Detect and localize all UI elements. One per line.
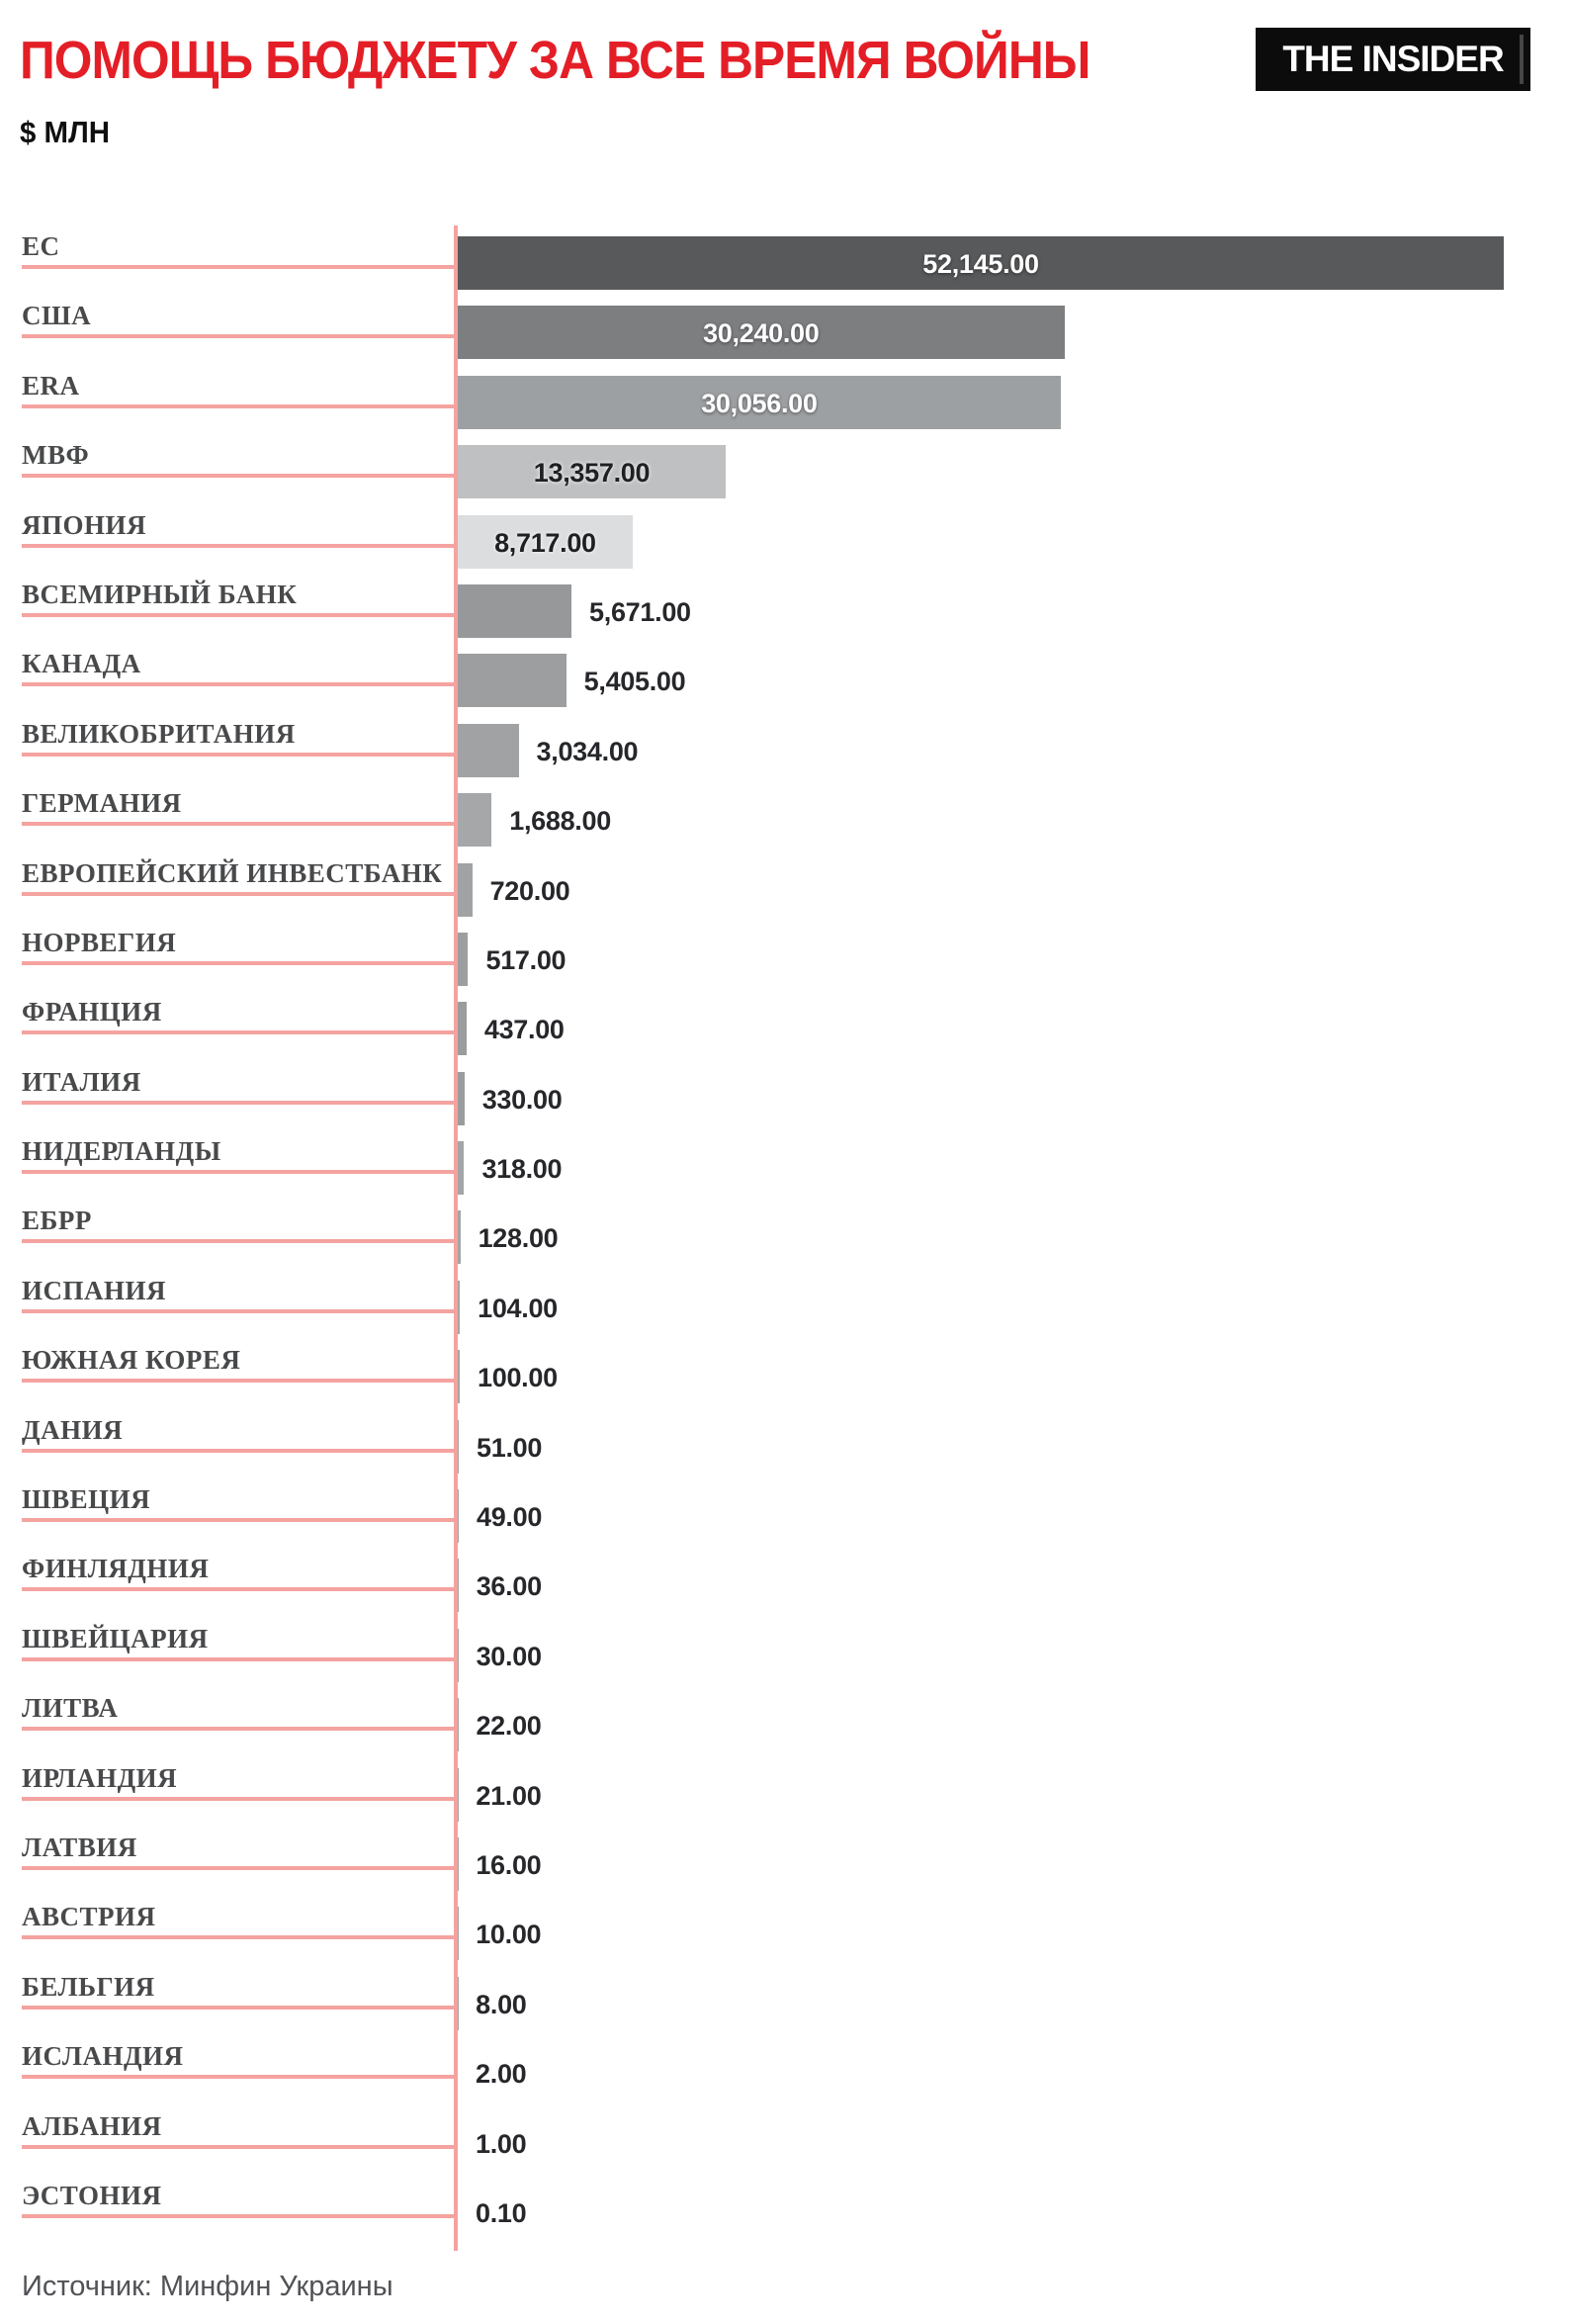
- chart-row: [0, 1621, 1570, 1690]
- value-label: 2.00: [476, 2059, 527, 2090]
- label-underline: [22, 1935, 458, 1939]
- bar: [458, 1559, 459, 1612]
- bar: [458, 724, 519, 777]
- category-label: ЕБРР: [22, 1206, 92, 1236]
- category-label: КАНАДА: [22, 649, 141, 679]
- value-label: 36.00: [476, 1571, 542, 1602]
- category-label: ЭСТОНИЯ: [22, 2180, 162, 2210]
- chart-row: [0, 1064, 1570, 1133]
- bar: [458, 1210, 461, 1264]
- bar: [458, 1350, 460, 1403]
- label-underline: [22, 2145, 458, 2149]
- bar: [458, 1141, 464, 1195]
- value-label: 5,405.00: [583, 667, 686, 697]
- value-label: 0.10: [476, 2197, 527, 2228]
- value-label: 128.00: [478, 1223, 559, 1254]
- category-label: БЕЛЬГИЯ: [22, 1971, 155, 2002]
- chart-row: [0, 2038, 1570, 2107]
- chart: [0, 228, 1570, 2247]
- category-label: США: [22, 301, 92, 331]
- value-label: 13,357.00: [533, 458, 651, 489]
- value-label: 5,671.00: [589, 596, 691, 627]
- chart-row: [0, 1412, 1570, 1481]
- value-label: 720.00: [489, 875, 570, 906]
- bar: [458, 933, 468, 986]
- value-label: 30.00: [476, 1641, 542, 1671]
- chart-row: [0, 577, 1570, 646]
- chart-row: [0, 1273, 1570, 1342]
- category-label: МВФ: [22, 440, 90, 471]
- category-label: ШВЕЙЦАРИЯ: [22, 1623, 209, 1654]
- page-title: ПОМОЩЬ БЮДЖЕТУ ЗА ВСЕ ВРЕМЯ ВОЙНЫ: [20, 31, 1090, 90]
- label-underline: [22, 334, 458, 338]
- bar: [458, 584, 571, 638]
- logo-text: THE INSIDER: [1282, 39, 1504, 79]
- bar: [458, 1629, 459, 1682]
- chart-row: [0, 1203, 1570, 1272]
- label-underline: [22, 1866, 458, 1870]
- category-label: ДАНИЯ: [22, 1414, 124, 1445]
- chart-row: [0, 1133, 1570, 1203]
- label-underline: [22, 1101, 458, 1105]
- value-label: 52,145.00: [922, 249, 1039, 279]
- value-label: 8,717.00: [494, 527, 596, 558]
- label-underline: [22, 1309, 458, 1313]
- chart-row: [0, 1760, 1570, 1830]
- value-label: 10.00: [476, 1920, 542, 1950]
- category-label: ГЕРМАНИЯ: [22, 788, 182, 819]
- category-label: ЛАТВИЯ: [22, 1832, 137, 1862]
- label-underline: [22, 892, 458, 896]
- chart-row: [0, 2108, 1570, 2178]
- chart-row: [0, 368, 1570, 437]
- value-label: 1.00: [476, 2128, 527, 2159]
- value-label: 330.00: [481, 1084, 563, 1115]
- value-label: 8.00: [476, 1989, 527, 2019]
- label-underline: [22, 2214, 458, 2218]
- chart-row: [0, 646, 1570, 715]
- label-underline: [22, 682, 458, 686]
- chart-row: [0, 1551, 1570, 1620]
- value-label: 3,034.00: [536, 736, 639, 766]
- category-label: ЛИТВА: [22, 1693, 119, 1724]
- value-label: 21.00: [476, 1780, 542, 1811]
- source-note: Источник: Минфин Украины: [22, 2271, 393, 2302]
- bar: [458, 1002, 467, 1055]
- chart-row: [0, 716, 1570, 785]
- chart-row: [0, 298, 1570, 367]
- chart-row: [0, 1481, 1570, 1551]
- category-label: ФИНЛЯДНИЯ: [22, 1554, 210, 1584]
- bar: [458, 793, 491, 847]
- category-label: НОРВЕГИЯ: [22, 927, 177, 957]
- unit-label: $ МЛН: [20, 115, 111, 149]
- category-label: ИТАЛИЯ: [22, 1066, 141, 1097]
- label-underline: [22, 1239, 458, 1243]
- category-label: ЯПОНИЯ: [22, 509, 147, 540]
- chart-row: [0, 437, 1570, 506]
- category-label: ФРАНЦИЯ: [22, 997, 162, 1028]
- label-underline: [22, 544, 458, 548]
- category-label: ИСЛАНДИЯ: [22, 2041, 184, 2072]
- category-label: ERA: [22, 370, 80, 401]
- category-label: АВСТРИЯ: [22, 1902, 156, 1932]
- label-underline: [22, 1727, 458, 1731]
- label-underline: [22, 2075, 458, 2079]
- label-underline: [22, 613, 458, 617]
- chart-row: [0, 507, 1570, 577]
- label-underline: [22, 822, 458, 826]
- label-underline: [22, 1379, 458, 1383]
- bar: [458, 863, 473, 917]
- label-underline: [22, 1449, 458, 1453]
- category-label: ВСЕМИРНЫЙ БАНК: [22, 579, 298, 609]
- label-underline: [22, 404, 458, 408]
- value-label: 30,056.00: [701, 388, 818, 418]
- value-label: 30,240.00: [703, 318, 820, 349]
- category-label: АЛБАНИЯ: [22, 2110, 162, 2141]
- chart-row: [0, 2178, 1570, 2247]
- label-underline: [22, 1170, 458, 1174]
- category-label: ИСПАНИЯ: [22, 1275, 167, 1305]
- value-label: 517.00: [485, 944, 567, 975]
- label-underline: [22, 1587, 458, 1591]
- category-label: НИДЕРЛАНДЫ: [22, 1136, 221, 1167]
- value-label: 437.00: [483, 1015, 565, 1045]
- chart-row: [0, 1899, 1570, 1968]
- chart-row: [0, 228, 1570, 298]
- category-label: ЕВРОПЕЙСКИЙ ИНВЕСТБАНК: [22, 857, 443, 888]
- category-label: ИРЛАНДИЯ: [22, 1762, 178, 1793]
- chart-row: [0, 1342, 1570, 1411]
- value-label: 1,688.00: [509, 806, 611, 837]
- value-label: 100.00: [478, 1363, 558, 1393]
- label-underline: [22, 961, 458, 965]
- value-label: 49.00: [476, 1502, 543, 1533]
- chart-row: [0, 785, 1570, 854]
- label-underline: [22, 1657, 458, 1661]
- label-underline: [22, 1797, 458, 1801]
- category-label: ШВЕЦИЯ: [22, 1484, 151, 1515]
- value-label: 16.00: [476, 1849, 542, 1880]
- bar: [458, 1489, 459, 1543]
- chart-row: [0, 1690, 1570, 1759]
- label-underline: [22, 2006, 458, 2010]
- chart-row: [0, 1830, 1570, 1899]
- category-label: ЕС: [22, 231, 60, 261]
- label-underline: [22, 753, 458, 757]
- category-label: ЮЖНАЯ КОРЕЯ: [22, 1345, 241, 1376]
- value-label: 22.00: [476, 1711, 542, 1742]
- bar: [458, 1281, 460, 1334]
- the-insider-logo: [1256, 28, 1530, 91]
- value-label: 318.00: [481, 1154, 563, 1185]
- chart-row: [0, 1969, 1570, 2038]
- logo-cursor-mark: [1520, 35, 1524, 84]
- label-underline: [22, 1518, 458, 1522]
- category-label: ВЕЛИКОБРИТАНИЯ: [22, 718, 296, 749]
- chart-row: [0, 925, 1570, 994]
- bar: [458, 654, 567, 707]
- label-underline: [22, 474, 458, 478]
- chart-row: [0, 855, 1570, 925]
- label-underline: [22, 1030, 458, 1034]
- label-underline: [22, 265, 458, 269]
- bar: [458, 1072, 465, 1125]
- chart-row: [0, 994, 1570, 1063]
- value-label: 104.00: [478, 1293, 558, 1323]
- value-label: 51.00: [477, 1432, 543, 1463]
- bar: [458, 1420, 459, 1474]
